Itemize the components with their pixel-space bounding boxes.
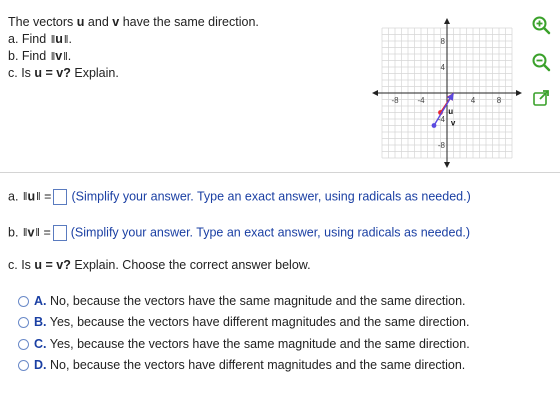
choice-text: Yes, because the vectors have different magnitudes and the same direction. <box>49 315 470 329</box>
choice-letter: A. <box>34 294 47 308</box>
choice-option[interactable] <box>18 315 469 329</box>
answer-b-row: b. ‖v‖ = (Simplify your answer. Type an exact answer, using radicals as needed.) <box>8 225 471 240</box>
answer-b-hint: (Simplify your answer. Type an exact answer, using radicals as needed.) <box>70 225 471 240</box>
answer-b-input[interactable] <box>53 225 67 241</box>
y-tick-label: -8 <box>437 141 445 150</box>
choice-letter: B. <box>34 315 47 329</box>
var-u: u <box>76 15 85 29</box>
choice-text: No, because the vectors have different magnitudes and the same direction. <box>49 358 466 372</box>
zoom-in-icon <box>531 15 551 35</box>
popout-icon <box>532 89 550 107</box>
answer-c-prompt: c. Is u = v? Explain. Choose the correct answer below. <box>8 258 311 272</box>
choice-option[interactable] <box>18 358 465 372</box>
y-tick-label: -4 <box>437 115 445 124</box>
choice-option[interactable] <box>18 294 466 308</box>
question-intro: The vectors u and v have the same direction. <box>8 15 259 29</box>
zoom-out-icon <box>531 52 551 72</box>
radio-button[interactable] <box>18 360 29 371</box>
radio-button[interactable] <box>18 296 29 307</box>
answer-a-input[interactable] <box>53 189 67 205</box>
answer-a-hint: (Simplify your answer. Type an exact answer, using radicals as needed.) <box>71 189 471 204</box>
x-tick-label: -4 <box>417 96 425 105</box>
vector-u-label: u <box>448 106 454 116</box>
question-part-b: b. Find ‖v‖. <box>8 49 72 63</box>
question-part-c: c. Is u = v? Explain. <box>8 66 119 80</box>
choice-letter: D. <box>34 358 47 372</box>
choice-option[interactable] <box>18 337 470 351</box>
x-tick-label: 4 <box>470 96 476 105</box>
vector-graph[interactable] <box>372 18 522 168</box>
y-tick-label: 8 <box>440 37 445 46</box>
zoom-out-button[interactable] <box>531 52 551 77</box>
radio-button[interactable] <box>18 339 29 350</box>
question-part-a: a. Find ‖u‖. <box>8 32 72 46</box>
y-tick-label: 4 <box>440 63 445 72</box>
popout-button[interactable] <box>532 89 550 112</box>
choice-text: Yes, because the vectors have the same magnitude and the same direction. <box>49 337 470 351</box>
x-tick-label: 8 <box>496 96 502 105</box>
zoom-in-button[interactable] <box>531 15 551 40</box>
choice-letter: C. <box>34 337 47 351</box>
choice-text: No, because the vectors have the same magnitude and the same direction. <box>49 294 466 308</box>
vector-v-label: v <box>450 118 456 128</box>
var-v: v <box>112 15 120 29</box>
answer-a-row: a. ‖u‖ = (Simplify your answer. Type an exact answer, using radicals as needed.) <box>8 189 471 204</box>
section-divider <box>0 172 560 173</box>
x-tick-label: -8 <box>391 96 399 105</box>
radio-button[interactable] <box>18 317 29 328</box>
